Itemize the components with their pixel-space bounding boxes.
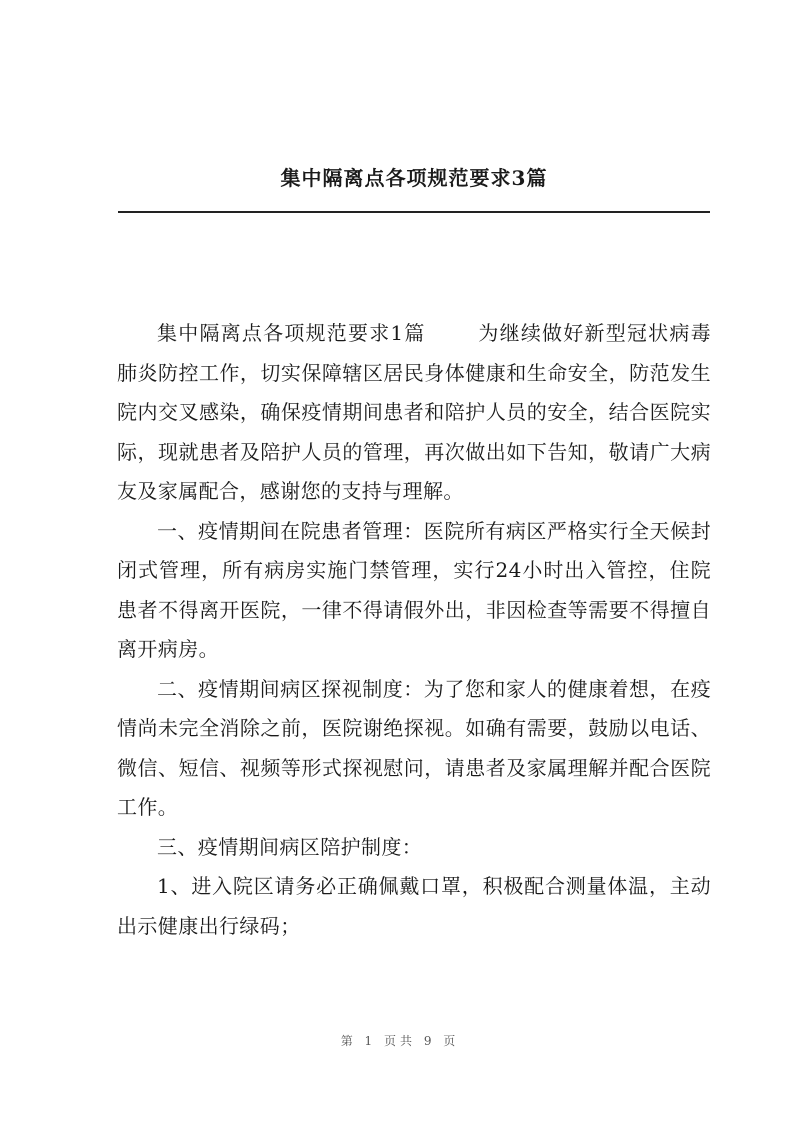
document-title: 集中隔离点各项规范要求3篇 (280, 166, 548, 190)
document-body (117, 314, 711, 946)
page-footer: 第 1 页共 9 页 (340, 1034, 460, 1048)
intro-heading: 集中隔离点各项规范要求1篇 (157, 321, 426, 345)
paragraph-visiting-policy: 二、疫情期间病区探视制度：为了您和家人的健康着想，在疫情尚未完全消除之前，医院谢绝探视。如确有需要，鼓励以电话、微信、短信、视频等形式探视慰问，请患者及家属理解并配合医院工作。 (117, 676, 711, 819)
paragraph-inpatient-management: 一、疫情期间在院患者管理：医院所有病区严格实行全天候封闭式管理，所有病房实施门禁管理，实行24小时出入管控，住院患者不得离开医院，一律不得请假外出，非因检查等需要不得擅自离开病房。 (117, 518, 711, 661)
title-divider (118, 211, 710, 213)
intro-paragraph (117, 314, 711, 512)
paragraph-escort-rule-1: 1、进入院区请务必正确佩戴口罩，积极配合测量体温，主动出示健康出行绿码； (117, 874, 711, 938)
intro-text: 为继续做好新型冠状病毒肺炎防控工作，切实保障辖区居民身体健康和生命安全，防范发生院内交叉感染，确保疫情期间患者和陪护人员的安全，结合医院实际，现就患者及陪护人员的管理，再次做出如下告知，敬请广大病友及家属配合，感谢您的支持与理解。 (117, 321, 711, 503)
paragraph-escort-policy: 三、疫情期间病区陪护制度： (157, 834, 423, 859)
